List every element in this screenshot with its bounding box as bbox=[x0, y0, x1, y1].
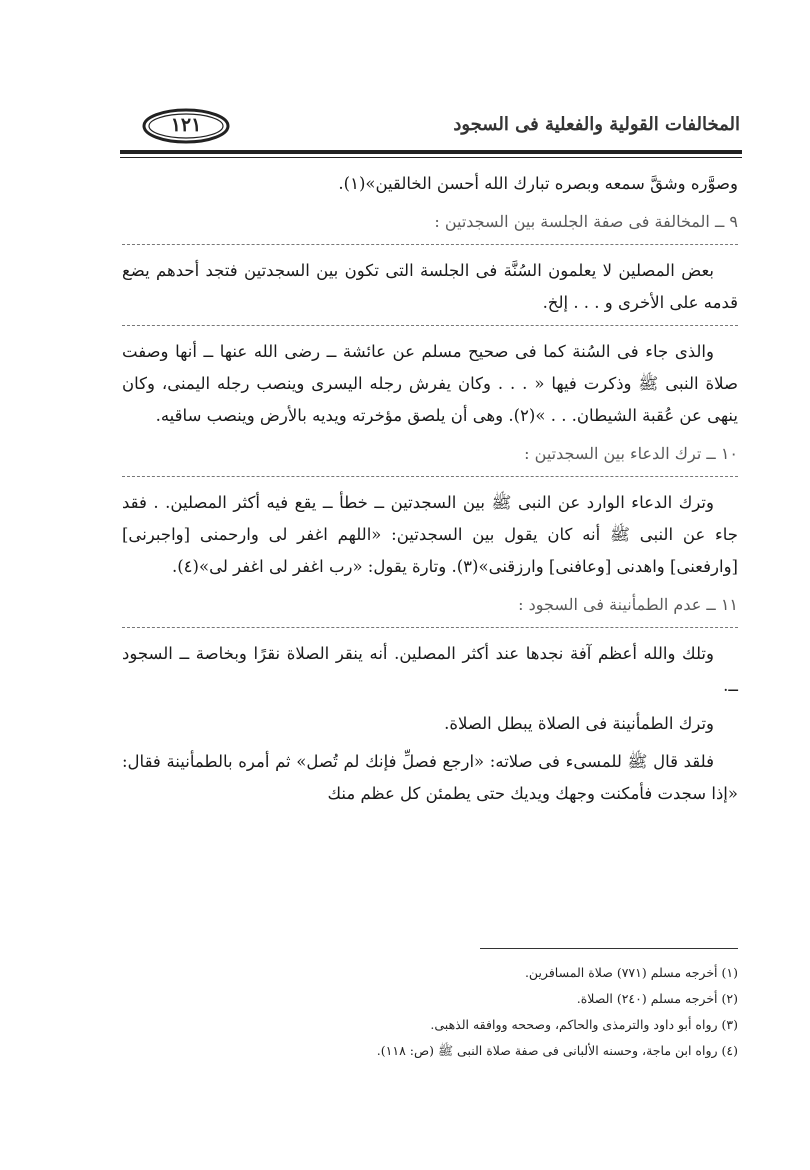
section-heading: ١٠ ــ ترك الدعاء بين السجدتين : bbox=[524, 444, 738, 463]
paragraph: بعض المصلين لا يعلمون السُنَّة فى الجلسة التى تكون بين السجدتين فتجد أحدهم يضع قدمه على الأخرى و . . . إلخ. bbox=[122, 261, 738, 312]
footnote: (٤) رواه ابن ماجة، وحسنه الألبانى فى صفة صلاة النبى ﷺ (ص: ١١٨). bbox=[376, 1043, 738, 1058]
page-number-badge bbox=[142, 108, 230, 144]
footnote: (٣) رواه أبو داود والترمذى والحاكم، وصححه ووافقه الذهبى. bbox=[430, 1017, 738, 1032]
section-divider bbox=[122, 325, 738, 326]
paragraph: وتلك والله أعظم آفة نجدها عند أكثر المصلين. أنه ينقر الصلاة نقرًا وبخاصة ــ السجود ــ. bbox=[122, 644, 738, 695]
page-header bbox=[120, 108, 740, 152]
running-title: المخالفات القولية والفعلية فى السجود bbox=[453, 114, 740, 135]
footnote-separator bbox=[480, 948, 738, 949]
footnote: (٢) أخرجه مسلم (٢٤٠) الصلاة. bbox=[576, 991, 738, 1006]
paragraph: وصوَّره وشقَّ سمعه وبصره تبارك الله أحسن الخالقين»(١). bbox=[338, 174, 738, 193]
section-divider bbox=[122, 627, 738, 628]
section-divider bbox=[122, 244, 738, 245]
paragraph: فلقد قال ﷺ للمسىء فى صلاته: «ارجع فصلِّ فإنك لم تُصل» ثم أمره بالطمأنينة فقال: «إذا سجدت فأمكنت وجهك ويديك حتى يطمئن كل عظم منك bbox=[122, 752, 738, 803]
footnote: (١) أخرجه مسلم (٧٧١) صلاة المسافرين. bbox=[524, 965, 738, 980]
section-divider bbox=[122, 476, 738, 477]
header-rule-thick bbox=[120, 150, 742, 154]
paragraph: والذى جاء فى السُنة كما فى صحيح مسلم عن عائشة ــ رضى الله عنها ــ أنها وصفت صلاة النبى ﷺ وذكرت فيها « . . . وكان يفرش رجله اليسرى وينصب رجله اليمنى، وكان ينهى عن عُقبة الشيطان. . . »(٢). وهى أن يلصق مؤخرته ويديه بالأرض وينصب ساقيه. bbox=[122, 342, 738, 425]
paragraph: وترك الدعاء الوارد عن النبى ﷺ بين السجدتين ــ خطأ ــ يقع فيه أكثر المصلين. . فقد جاء عن النبى ﷺ أنه كان يقول بين السجدتين: «اللهم اغفر لى وارحمنى [واجبرنى] [وارفعنى] واهدنى [وعافنى] وارزقنى»(٣). وتارة يقول: «رب اغفر لى اغفر لى»(٤). bbox=[122, 493, 738, 576]
page-number: ١٢١ bbox=[170, 114, 202, 136]
main-text bbox=[122, 168, 738, 816]
section-heading: ١١ ــ عدم الطمأنينة فى السجود : bbox=[518, 595, 738, 614]
header-rule-thin bbox=[120, 157, 742, 158]
paragraph: وترك الطمأنينة فى الصلاة يبطل الصلاة. bbox=[444, 714, 714, 733]
section-heading: ٩ ــ المخالفة فى صفة الجلسة بين السجدتين : bbox=[434, 212, 738, 231]
footnotes bbox=[200, 960, 738, 1064]
